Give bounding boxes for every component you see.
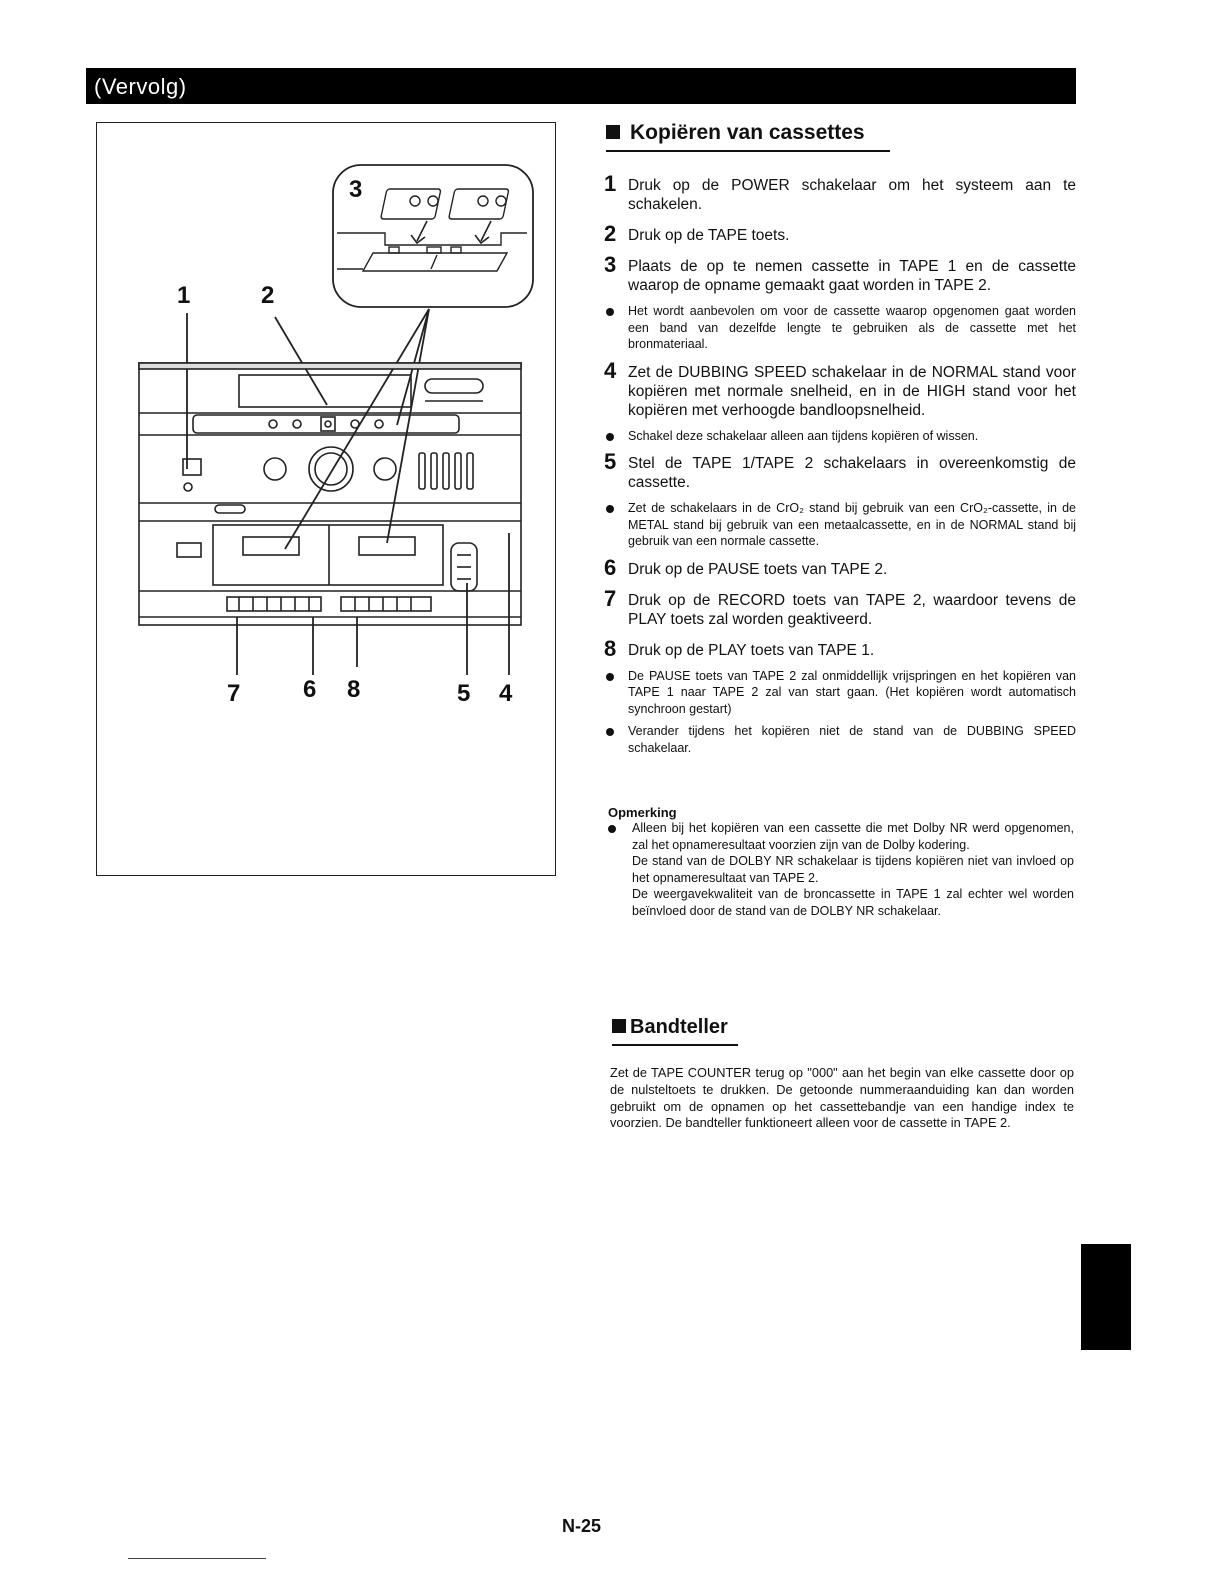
bullet-dot-icon — [606, 673, 614, 681]
level-meter-icon — [419, 453, 473, 489]
step-1: 1 Druk op de POWER schakelaar om het systeem aan te schakelen. — [604, 171, 1076, 213]
footer-rule — [128, 1558, 266, 1559]
counter-section-title: Bandteller — [612, 1014, 738, 1046]
header-label: (Vervolg) — [94, 74, 187, 99]
step-2: 2 Druk op de TAPE toets. — [604, 221, 790, 246]
steps-list — [604, 171, 1076, 766]
callout-1: 1 — [177, 282, 191, 309]
note-paragraph: Alleen bij het kopiëren van een cassette die met Dolby NR werd opgenomen, zal het opnameresultaat voorzien zijn van de Dolby kodering. De stand van de DOLBY NR schakelaar is tijdens kopiëren niet van invloed op het opnameresultaat van TAPE 2. De weergavekwaliteit van de broncassette in TAPE 1 zal echter wel worden beïnvloed door de stand van de DOLBY NR schakelaar. — [608, 820, 1074, 919]
callout-5: 5 — [457, 680, 471, 707]
callout-2: 2 — [261, 282, 275, 309]
cassette-icon — [381, 189, 509, 219]
step-5-note: Zet de schakelaars in de CrO₂ stand bij gebruik van een CrO₂-cassette, in de METAL stand bij gebruik van een metaalcassette, en in de NORMAL stand bij gebruik van een normale cassette. — [604, 500, 1076, 550]
step-6: 6 Druk op de PAUSE toets van TAPE 2. — [604, 554, 888, 580]
side-tab-marker — [1081, 1244, 1131, 1350]
step-7: 7 Druk op de RECORD toets van TAPE 2, waardoor tevens de PLAY toets zal worden geaktiveerd. — [604, 585, 1076, 628]
step-4: 4 Zet de DUBBING SPEED schakelaar in de NORMAL stand voor kopiëren met normale snelheid, en in de HIGH stand voor het kopiëren met verhoogde bandloopsnelheid. — [604, 357, 1076, 419]
step-3-note: Het wordt aanbevolen om voor de cassette waarop opgenomen gaat worden een band van dezelfde lengte te gebruiken als de cassette met het bronmateriaal. — [604, 303, 1076, 353]
insert-arrow-icon — [411, 221, 491, 243]
callout-4: 4 — [499, 680, 513, 707]
callout-7: 7 — [227, 680, 241, 707]
step-8-note-2: Verander tijdens het kopiëren niet de stand van de DUBBING SPEED schakelaar. — [604, 723, 1076, 756]
note-block — [608, 820, 1074, 919]
square-bullet-icon — [606, 125, 620, 139]
bullet-dot-icon — [606, 728, 614, 736]
page-number: N-25 — [562, 1516, 602, 1536]
callout-6: 6 — [303, 676, 317, 703]
step-8: 8 Druk op de PLAY toets van TAPE 1. — [604, 635, 875, 661]
bullet-dot-icon — [608, 825, 616, 833]
step-8-note: De PAUSE toets van TAPE 2 zal onmiddellijk vrijspringen en het kopiëren van TAPE 1 naar TAPE 2 zal van start gaan. (Het kopiëren wordt automatisch synchroon gestart) — [604, 668, 1076, 718]
stereo-unit — [139, 363, 521, 625]
square-bullet-icon — [612, 1019, 626, 1033]
step-5: 5 Stel de TAPE 1/TAPE 2 schakelaars in overeenkomstig de cassette. — [604, 449, 1076, 491]
bullet-dot-icon — [606, 308, 614, 316]
stereo-figure — [96, 122, 556, 876]
note-heading: Opmerking — [608, 805, 677, 820]
step-3: 3 Plaats de op te nemen cassette in TAPE 1 en de cassette waarop de opname gemaakt gaat worden in TAPE 2. — [604, 252, 1076, 294]
callout-8: 8 — [347, 676, 361, 703]
copy-section-title: Kopiëren van cassettes — [606, 120, 890, 152]
inset-bubble — [333, 165, 533, 307]
counter-paragraph: Zet de TAPE COUNTER terug op "000" aan het begin van elke cassette door op de nulsteltoets te drukken. De getoonde nummeraanduiding kan dan worden gebruikt om de opnamen op het cassettebandje van een handige index te voorzien. De bandteller funktioneert alleen voor de cassette in TAPE 2. — [610, 1065, 1074, 1131]
bullet-dot-icon — [606, 505, 614, 513]
header-bar — [86, 68, 1076, 104]
callout-3: 3 — [349, 176, 363, 203]
bullet-dot-icon — [606, 433, 614, 441]
stereo-illustration — [97, 123, 557, 877]
cassette-door — [337, 233, 527, 271]
step-4-note: Schakel deze schakelaar alleen aan tijdens kopiëren of wissen. — [604, 428, 1076, 445]
